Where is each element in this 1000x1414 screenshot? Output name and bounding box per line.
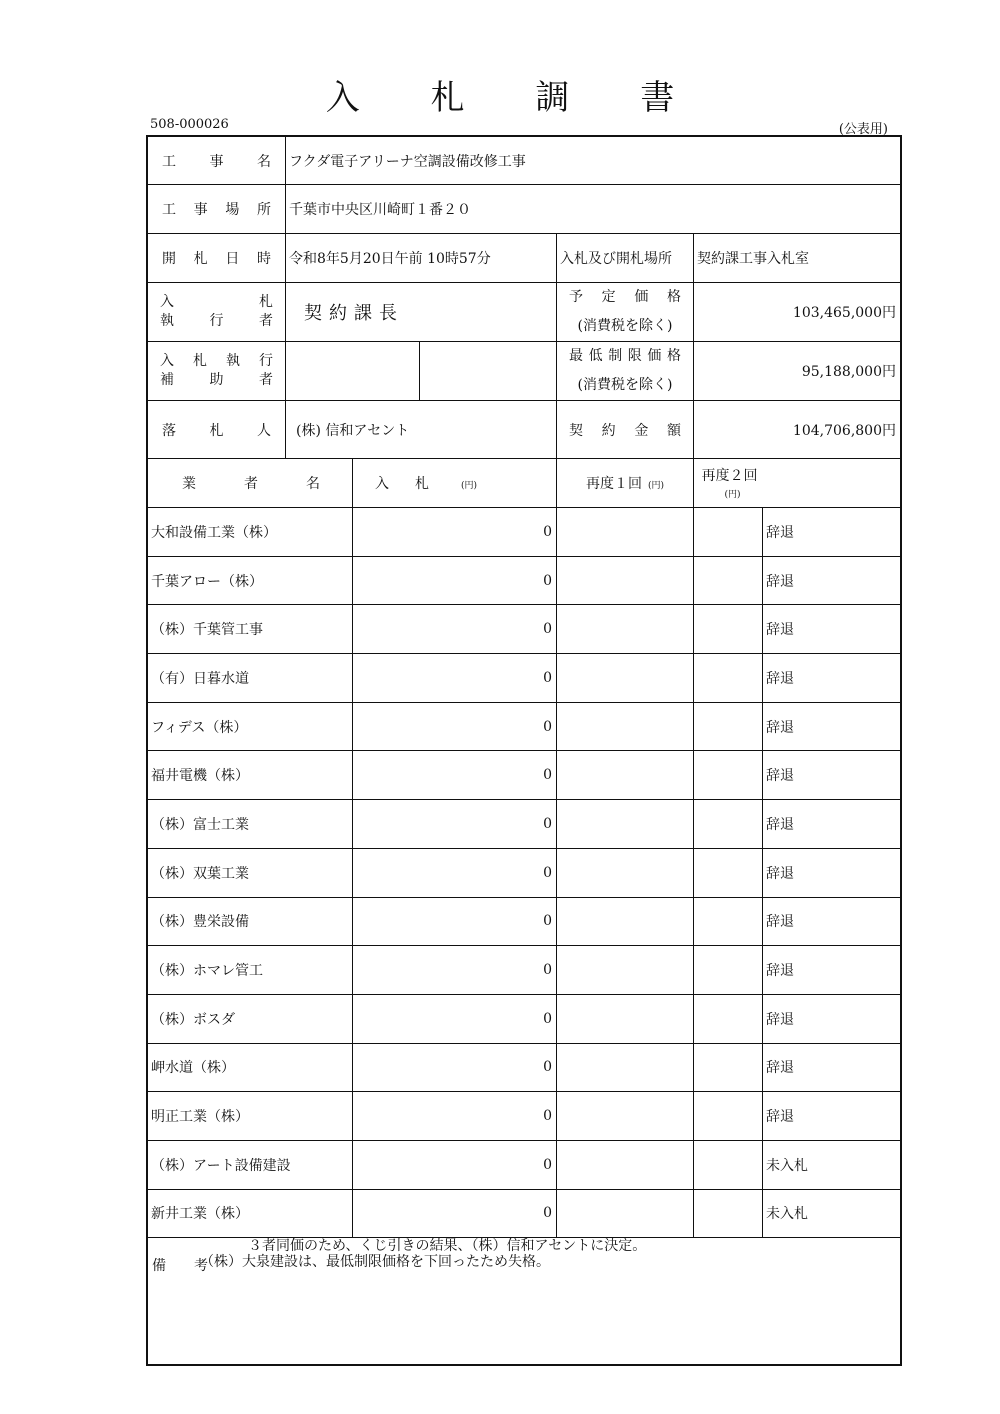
bid-row-rebid1 xyxy=(557,556,694,605)
bid-row-rebid1 xyxy=(557,751,694,800)
bid-row-bid: 0 xyxy=(353,1189,557,1238)
bid-row-rebid2 xyxy=(694,508,763,557)
bid-row-rebid2 xyxy=(694,556,763,605)
assistant-row xyxy=(148,342,901,401)
work-place-label: 工事場所 xyxy=(148,185,286,234)
bid-row-company: 新井工業（株） xyxy=(148,1189,353,1238)
bid-row-remarks: 辞退 xyxy=(763,994,901,1043)
contract-label: 契約金額 xyxy=(557,401,694,459)
bid-row-remarks: 辞退 xyxy=(763,702,901,751)
bid-row-company: （有）日暮水道 xyxy=(148,654,353,703)
bid-row-rebid2 xyxy=(694,800,763,849)
min-price-value: 95,188,000円 xyxy=(694,342,901,401)
bid-row-rebid1 xyxy=(557,994,694,1043)
bid-row-company: 福井電機（株） xyxy=(148,751,353,800)
bid-row-rebid1 xyxy=(557,800,694,849)
min-price-label-main: 最低制限価格 xyxy=(569,348,681,364)
assistant-value-2 xyxy=(420,342,557,401)
bid-row-remarks: 未入札 xyxy=(763,1189,901,1238)
min-price-label-sub: (消費税を除く) xyxy=(577,377,673,393)
bid-row-bid: 0 xyxy=(353,654,557,703)
bid-row-remarks: 辞退 xyxy=(763,508,901,557)
estimate-label-main: 予定価格 xyxy=(569,289,681,305)
assistant-value-1 xyxy=(286,342,420,401)
bid-row-rebid1 xyxy=(557,946,694,995)
bid-row-company: 千葉アロー（株） xyxy=(148,556,353,605)
bid-table-header xyxy=(148,459,901,508)
bid-row-rebid2 xyxy=(694,702,763,751)
bid-row xyxy=(148,897,901,946)
estimate-price: 103,465,000円 xyxy=(694,283,901,342)
bid-row-remarks: 辞退 xyxy=(763,1043,901,1092)
header-rebid1-unit: (円) xyxy=(647,481,665,491)
work-place-value: 千葉市中央区川崎町１番２０ xyxy=(286,185,901,234)
header-bid xyxy=(353,459,557,508)
document-number: 508-000026 xyxy=(150,117,229,132)
bid-row-rebid1 xyxy=(557,1140,694,1189)
bid-row-company: （株）アート設備建設 xyxy=(148,1140,353,1189)
header-rebid1 xyxy=(557,459,694,508)
notes-line-2: （株）大泉建設は、最低制限価格を下回ったため失格。 xyxy=(200,1254,550,1271)
bid-row-rebid1 xyxy=(557,508,694,557)
header-bid-unit: (円) xyxy=(461,481,478,491)
bid-row-bid: 0 xyxy=(353,848,557,897)
work-place-row xyxy=(148,185,901,234)
bid-row-remarks: 辞退 xyxy=(763,848,901,897)
bid-row-company: （株）双葉工業 xyxy=(148,848,353,897)
open-datetime-label: 開札日時 xyxy=(148,234,286,283)
estimate-label-sub: (消費税を除く) xyxy=(577,318,673,334)
bid-row-rebid1 xyxy=(557,654,694,703)
bid-row-bid: 0 xyxy=(353,1140,557,1189)
notes-row xyxy=(148,1238,901,1365)
bid-row-bid: 0 xyxy=(353,897,557,946)
bid-row xyxy=(148,848,901,897)
bid-row-rebid1 xyxy=(557,848,694,897)
executor-label-line1: 入札 xyxy=(160,294,273,310)
bid-row-bid: 0 xyxy=(353,605,557,654)
bid-row-company: （株）ホマレ管工 xyxy=(148,946,353,995)
assistant-label-line2: 補助者 xyxy=(160,372,273,388)
notes-label: 備 考 xyxy=(152,1258,208,1275)
venue-label: 入札及び開札場所 xyxy=(557,234,694,283)
bid-row-company: （株）豊栄設備 xyxy=(148,897,353,946)
public-note: (公表用) xyxy=(838,122,888,137)
bid-row-rebid2 xyxy=(694,848,763,897)
winner-row xyxy=(148,401,901,459)
executor-label xyxy=(148,283,286,342)
bid-row-rebid1 xyxy=(557,605,694,654)
bid-rows xyxy=(148,508,901,1238)
bid-row xyxy=(148,946,901,995)
bid-record-table xyxy=(147,136,901,1365)
work-name-label: 工事名 xyxy=(148,137,286,185)
bid-row-company: 岬水道（株） xyxy=(148,1043,353,1092)
open-datetime-value: 令和8年5月20日午前 10時57分 xyxy=(286,234,557,283)
bid-row-rebid1 xyxy=(557,1092,694,1141)
bid-row xyxy=(148,702,901,751)
bid-row-company: 明正工業（株） xyxy=(148,1092,353,1141)
bid-row-rebid1 xyxy=(557,897,694,946)
assistant-label xyxy=(148,342,286,401)
bid-row-bid: 0 xyxy=(353,946,557,995)
bid-row xyxy=(148,994,901,1043)
page-title: 入 札 調 書 xyxy=(325,78,705,118)
bid-row xyxy=(148,1043,901,1092)
bid-row-remarks: 辞退 xyxy=(763,946,901,995)
bid-row xyxy=(148,654,901,703)
bid-row xyxy=(148,751,901,800)
bid-row-bid: 0 xyxy=(353,1043,557,1092)
bid-row-remarks: 辞退 xyxy=(763,800,901,849)
bid-row-company: 大和設備工業（株） xyxy=(148,508,353,557)
winner-value: (株) 信和アセント xyxy=(286,401,557,459)
bid-row-rebid2 xyxy=(694,897,763,946)
work-name-value: フクダ電子アリーナ空調設備改修工事 xyxy=(286,137,901,185)
bid-row-rebid2 xyxy=(694,946,763,995)
bid-row-bid: 0 xyxy=(353,994,557,1043)
bid-row-company: フィデス（株） xyxy=(148,702,353,751)
bid-row xyxy=(148,1189,901,1238)
bid-row-rebid2 xyxy=(694,1189,763,1238)
estimate-label xyxy=(557,283,694,342)
notes-cell xyxy=(148,1238,901,1365)
bid-row-remarks: 辞退 xyxy=(763,1092,901,1141)
work-name-row xyxy=(148,137,901,185)
open-datetime-row xyxy=(148,234,901,283)
bid-row-rebid2 xyxy=(694,994,763,1043)
bid-row-remarks: 辞退 xyxy=(763,751,901,800)
bid-row-rebid2 xyxy=(694,1140,763,1189)
contract-amount: 104,706,800円 xyxy=(694,401,901,459)
assistant-label-line1: 入札執行 xyxy=(160,353,273,369)
bid-row-remarks: 辞退 xyxy=(763,605,901,654)
min-price-label xyxy=(557,342,694,401)
bid-row-remarks: 辞退 xyxy=(763,654,901,703)
bid-row xyxy=(148,508,901,557)
notes-line-1: ３者同価のため、くじ引きの結果、（株）信和アセントに決定。 xyxy=(248,1238,647,1255)
executor-label-line2: 執行者 xyxy=(160,313,273,329)
winner-label: 落札人 xyxy=(148,401,286,459)
notes-lines xyxy=(200,1238,647,1271)
header-rebid1-label: 再度１回 xyxy=(585,476,642,492)
bid-row xyxy=(148,800,901,849)
bid-row xyxy=(148,1092,901,1141)
bid-row-bid: 0 xyxy=(353,751,557,800)
bid-row-rebid1 xyxy=(557,1043,694,1092)
executor-row xyxy=(148,283,901,342)
executor-value: 契約課長 xyxy=(286,283,557,342)
bid-row-company: （株）千葉管工事 xyxy=(148,605,353,654)
bid-row-rebid1 xyxy=(557,1189,694,1238)
bid-row-remarks: 未入札 xyxy=(763,1140,901,1189)
bid-row-bid: 0 xyxy=(353,800,557,849)
bid-row-remarks: 辞退 xyxy=(763,556,901,605)
header-rebid2 xyxy=(694,459,901,508)
bid-row-rebid2 xyxy=(694,605,763,654)
header-rebid2-unit: (円) xyxy=(724,490,741,500)
bid-row-company: （株）ボスダ xyxy=(148,994,353,1043)
bid-row-bid: 0 xyxy=(353,702,557,751)
bid-row-rebid2 xyxy=(694,751,763,800)
header-bid-label: 入札 xyxy=(375,476,455,492)
header-company: 業者名 xyxy=(148,459,353,508)
bid-row-bid: 0 xyxy=(353,556,557,605)
bid-row-rebid2 xyxy=(694,1043,763,1092)
bid-row-rebid2 xyxy=(694,1092,763,1141)
bid-row-remarks: 辞退 xyxy=(763,897,901,946)
bid-row-company: （株）富士工業 xyxy=(148,800,353,849)
bid-row xyxy=(148,1140,901,1189)
header-rebid2-label: 再度２回 xyxy=(701,468,758,484)
bid-row-bid: 0 xyxy=(353,1092,557,1141)
bid-row-bid: 0 xyxy=(353,508,557,557)
venue-value: 契約課工事入札室 xyxy=(694,234,901,283)
bid-row-rebid2 xyxy=(694,654,763,703)
bid-row xyxy=(148,605,901,654)
bid-row xyxy=(148,556,901,605)
bid-row-rebid1 xyxy=(557,702,694,751)
